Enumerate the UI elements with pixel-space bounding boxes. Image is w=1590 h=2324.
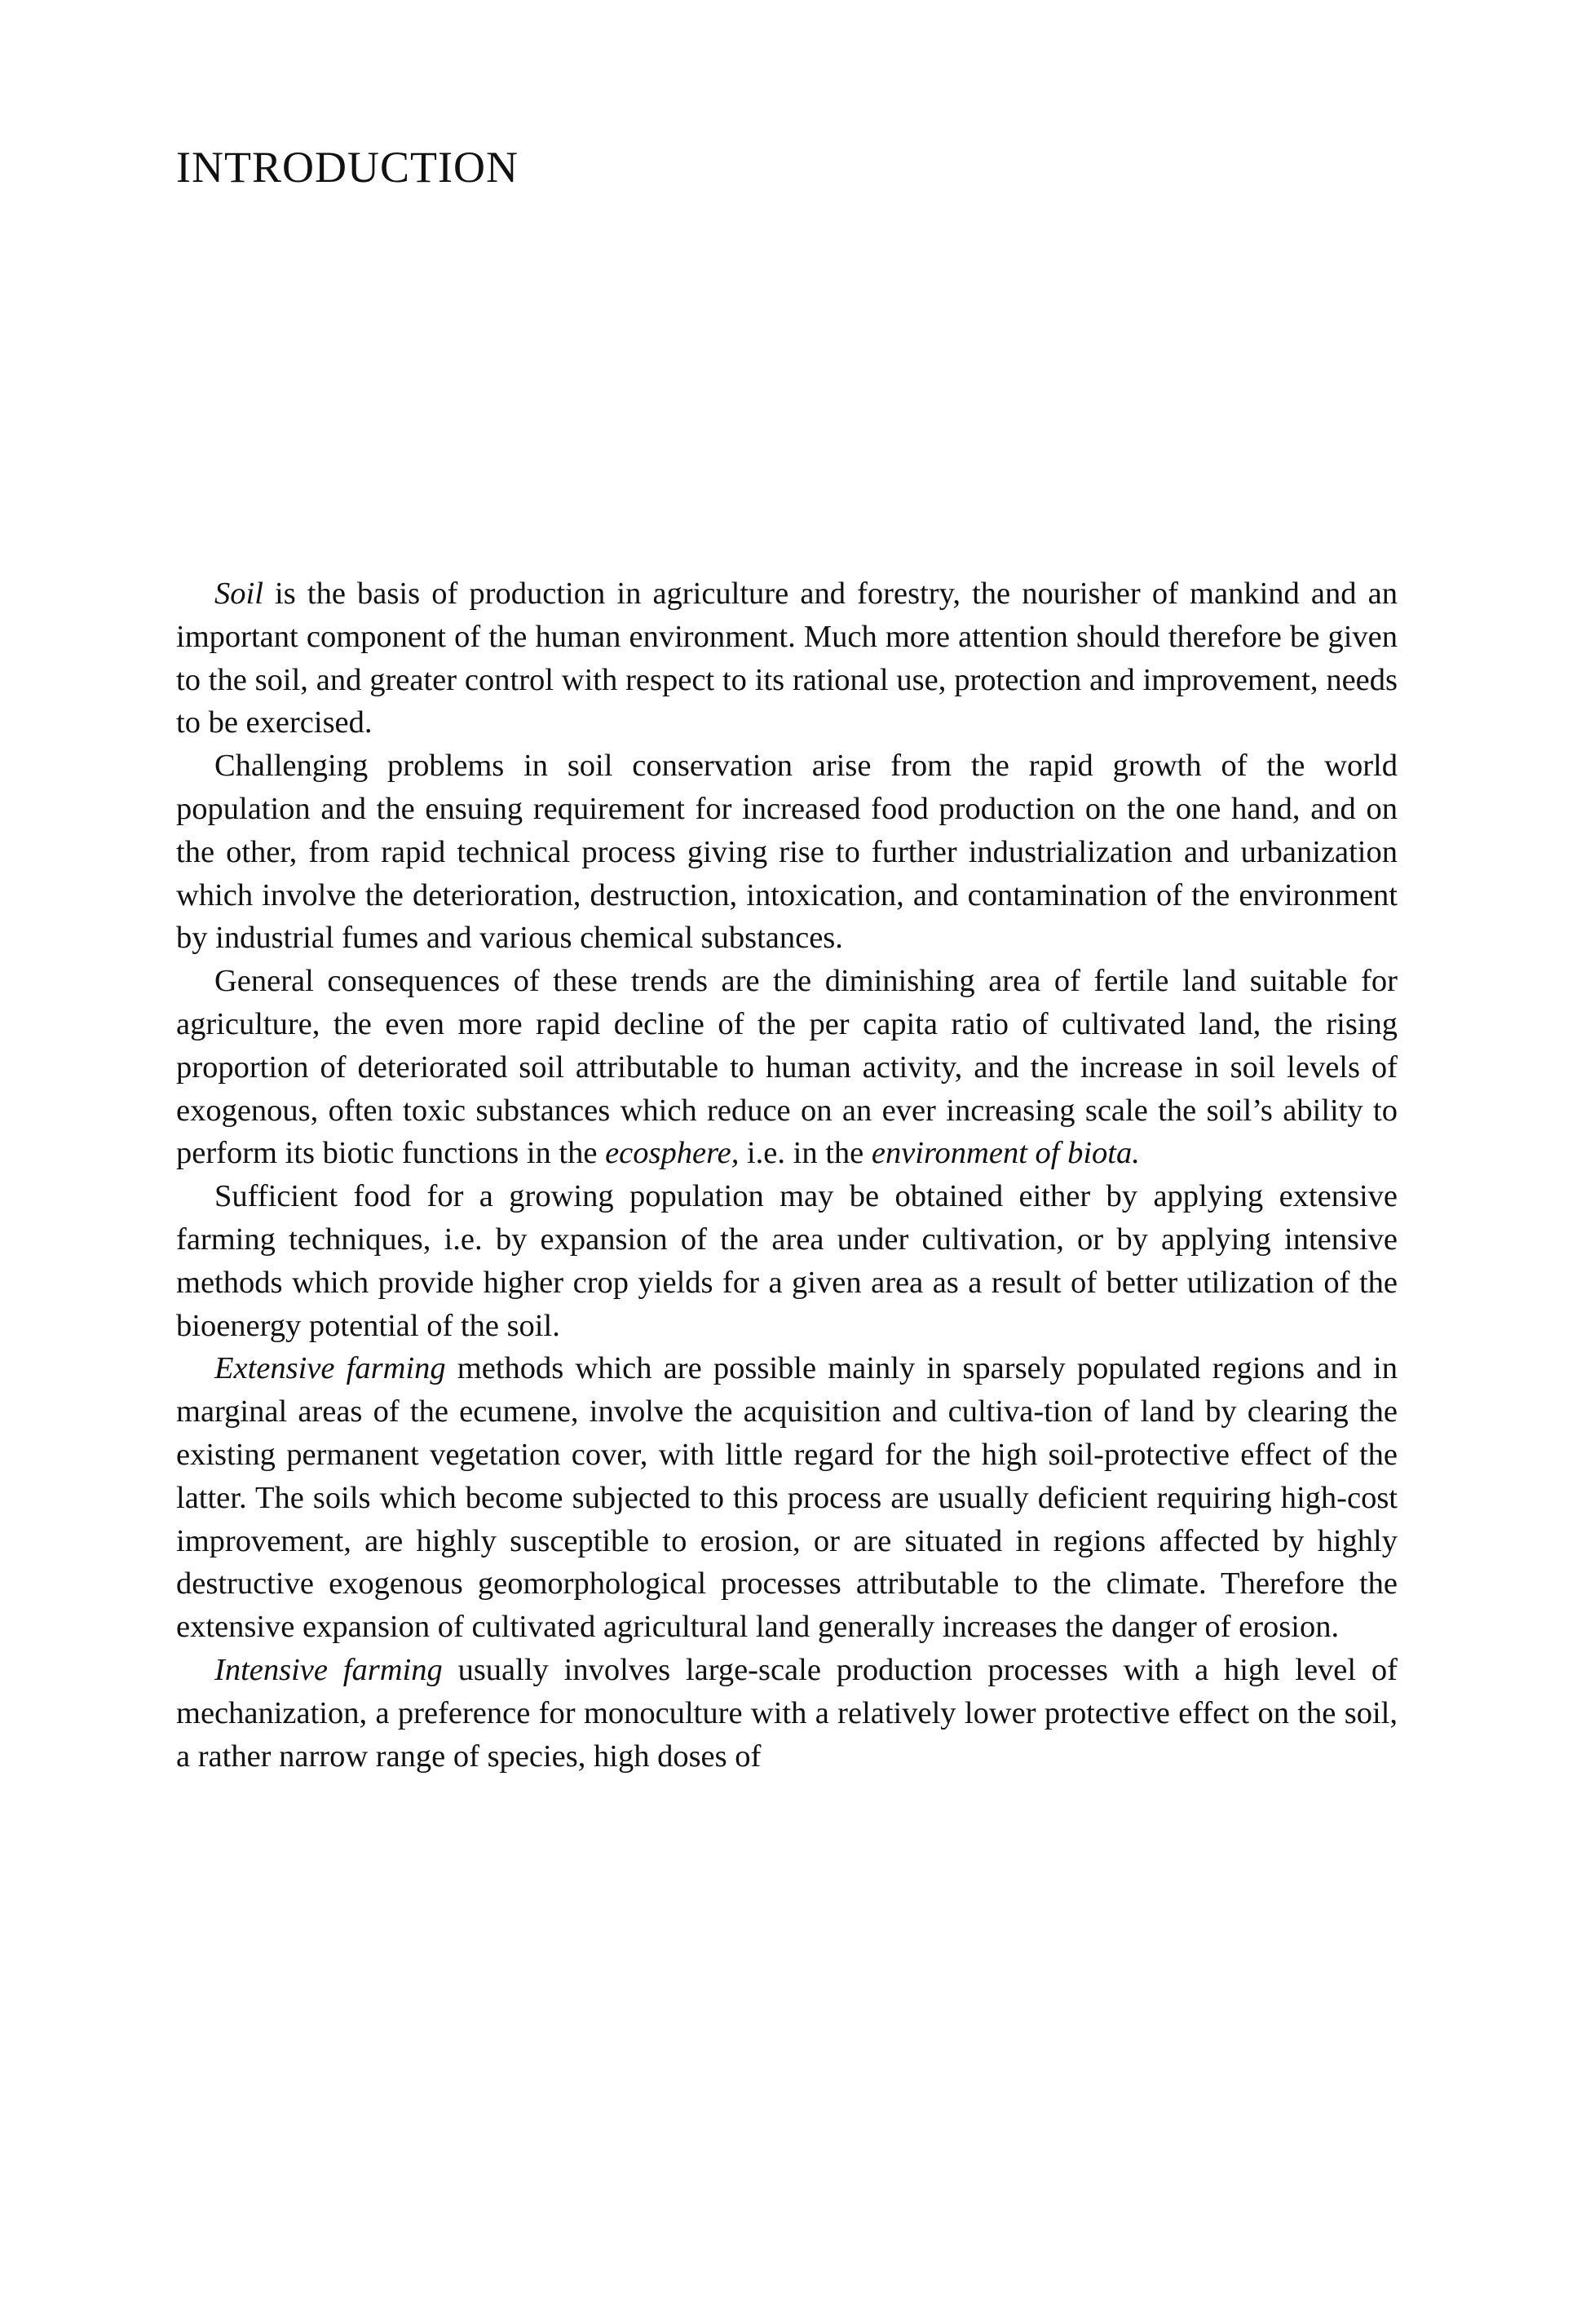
paragraph-soil bbox=[176, 572, 1398, 744]
paragraph-text: is the basis of production in agriculture and forestry, the nourisher of mankind and an important component of the human environment. Much more attention should therefore be given to the soil, and greater control with respect to its rational use, protection and improvement, needs to be exercised. bbox=[176, 577, 1398, 740]
body-text bbox=[176, 572, 1398, 1778]
italic-term-ecosphere: ecosphere, bbox=[605, 1136, 740, 1171]
paragraph-text: General consequences of these trends are the diminishing area of fertile land suitable for agriculture, the even more rapid decline of the per capita ratio of cultivated land, the rising proportion of deteriorated soil attributable to human activity, and the increase in soil levels of exogenous, often toxic substances which reduce on an ever increasing scale the soil’s ability to perform its biotic functions in the bbox=[176, 964, 1398, 1171]
paragraph-text: Sufficient food for a growing population may be obtained either by applying extensive farming techniques, i.e. by expansion of the area under cultivation, or by applying intensive methods which provide higher crop yields for a given area as a result of better utilization of the bioenergy potential of the soil. bbox=[176, 1179, 1398, 1343]
paragraph-sufficient-food bbox=[176, 1175, 1398, 1347]
paragraph-challenging-problems bbox=[176, 744, 1398, 960]
paragraph-general-consequences bbox=[176, 960, 1398, 1175]
paragraph-extensive-farming bbox=[176, 1347, 1398, 1649]
paragraph-text-mid: i.e. in the bbox=[739, 1136, 872, 1171]
paragraph-text: usually involves large-scale production processes with a high level of mechanization, a preference for monoculture with a relatively lower protective effect on the soil, a rather narrow range of species, high doses of bbox=[176, 1652, 1398, 1774]
italic-term-soil: Soil bbox=[214, 577, 263, 611]
paragraph-intensive-farming bbox=[176, 1649, 1398, 1778]
italic-term-extensive-farming: Extensive farming bbox=[214, 1351, 446, 1386]
italic-term-environment-of-biota: environment of biota. bbox=[871, 1136, 1140, 1171]
page-title: INTRODUCTION bbox=[176, 143, 519, 192]
paragraph-text: methods which are possible mainly in sparsely populated regions and in marginal areas of the ecumene, involve the acquisition and cultiva-tion of land by clearing the existing permanent vegetation cover, with little regard for the high soil-protective effect of the latter. The soils which become subjected to this process are usually deficient requiring high-cost improvement, are highly susceptible to erosion, or are situated in regions affected by highly destructive exogenous geomorphological processes attributable to the climate. Therefore the extensive expansion of cultivated agricultural land generally increases the danger of erosion. bbox=[176, 1351, 1398, 1645]
italic-term-intensive-farming: Intensive farming bbox=[214, 1652, 443, 1687]
paragraph-text: Challenging problems in soil conservation arise from the rapid growth of the world population and the ensuing requirement for increased food production on the one hand, and on the other, from rapid technical process giving rise to further industrialization and urbanization which involve the deterioration, destruction, intoxication, and contamination of the environment by industrial fumes and various chemical substances. bbox=[176, 749, 1398, 956]
